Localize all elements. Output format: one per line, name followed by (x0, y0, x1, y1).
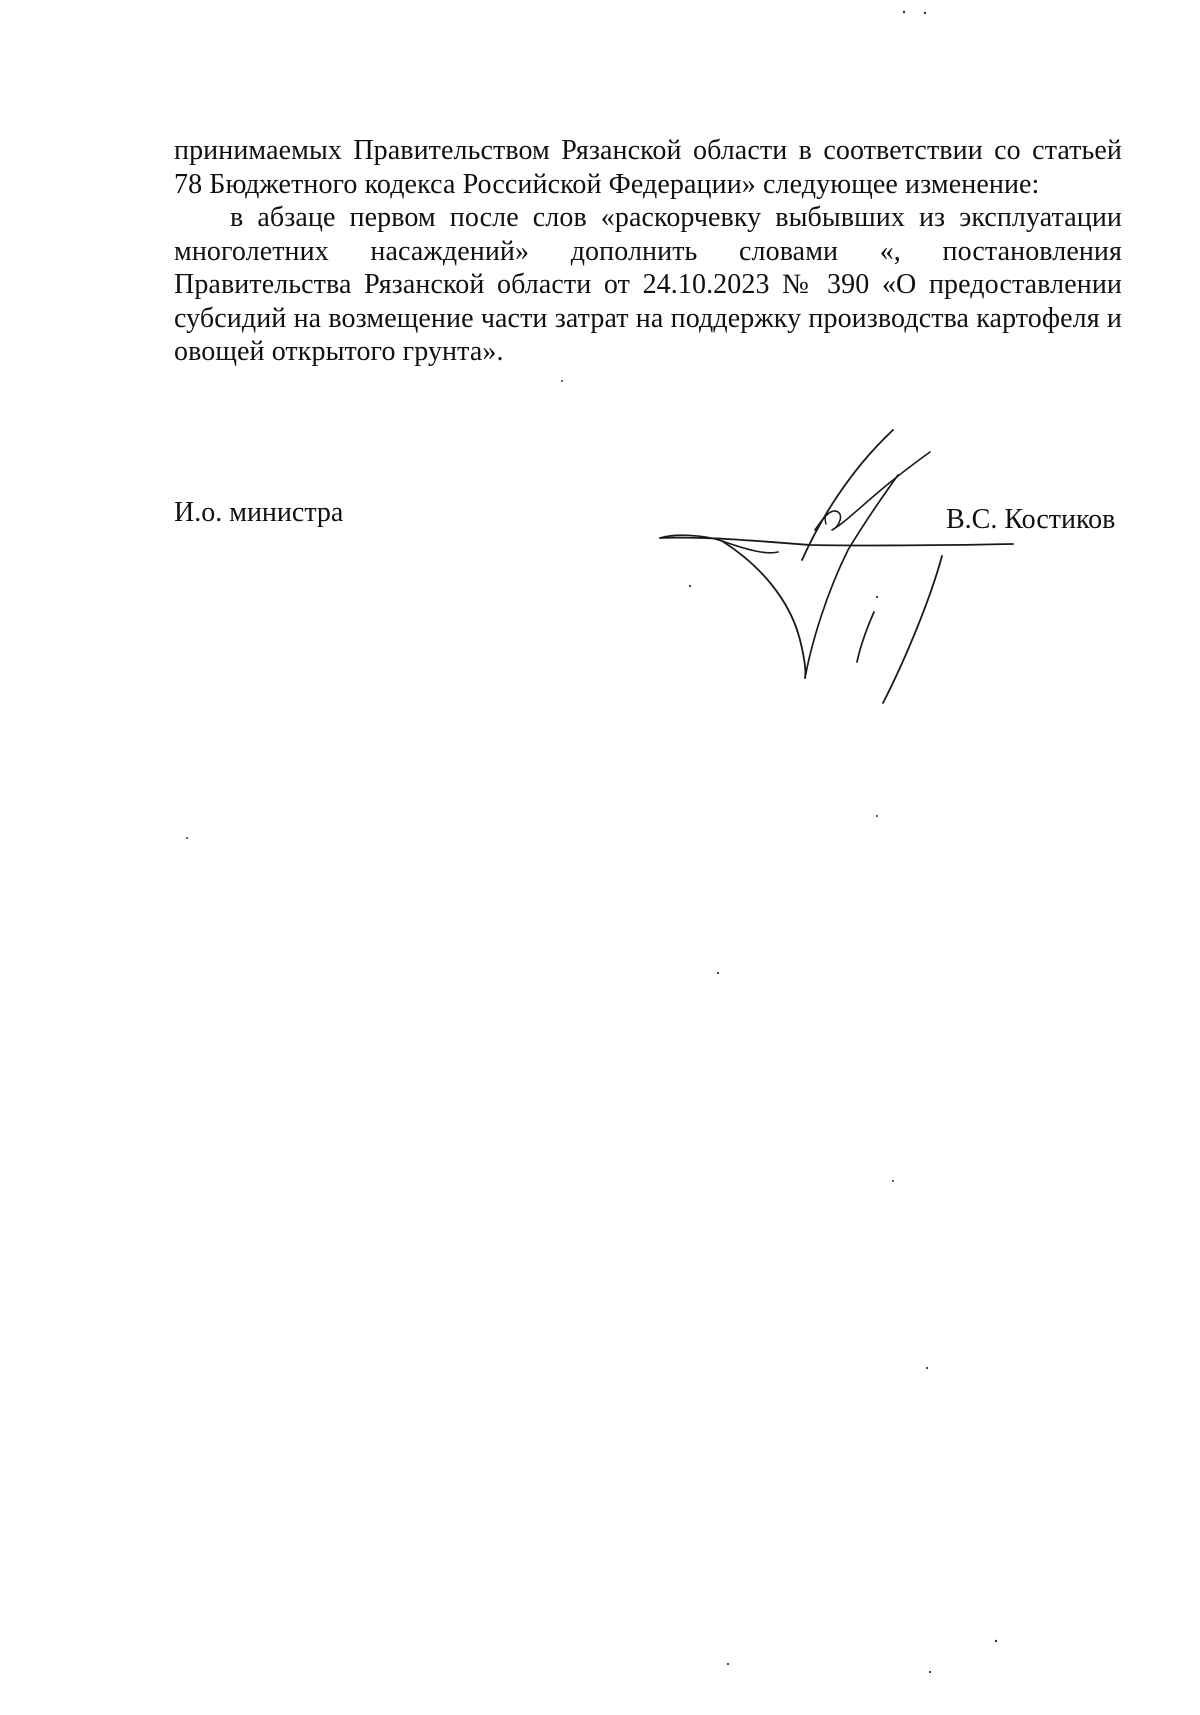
paragraph-continuation: принимаемых Правительством Рязанской области в соответствии со статьей 78 Бюджетного кодекса Российской Федерации» следующее изменение: (174, 135, 1122, 200)
document-body (174, 134, 1122, 369)
paragraph-amendment: в абзаце первом после слов «раскорчевку выбывших из эксплуатации многолетних насаждений» дополнить словами «, постановления Правительства Рязанской области от 24.10.2023 № 390 «О предоставлении субсидий на возмещение части затрат на поддержку производства картофеля и овощей открытого грунта». (174, 202, 1122, 367)
signatory-title: И.о. министра (174, 497, 344, 528)
signatory-name: В.С. Костиков (946, 504, 1116, 535)
